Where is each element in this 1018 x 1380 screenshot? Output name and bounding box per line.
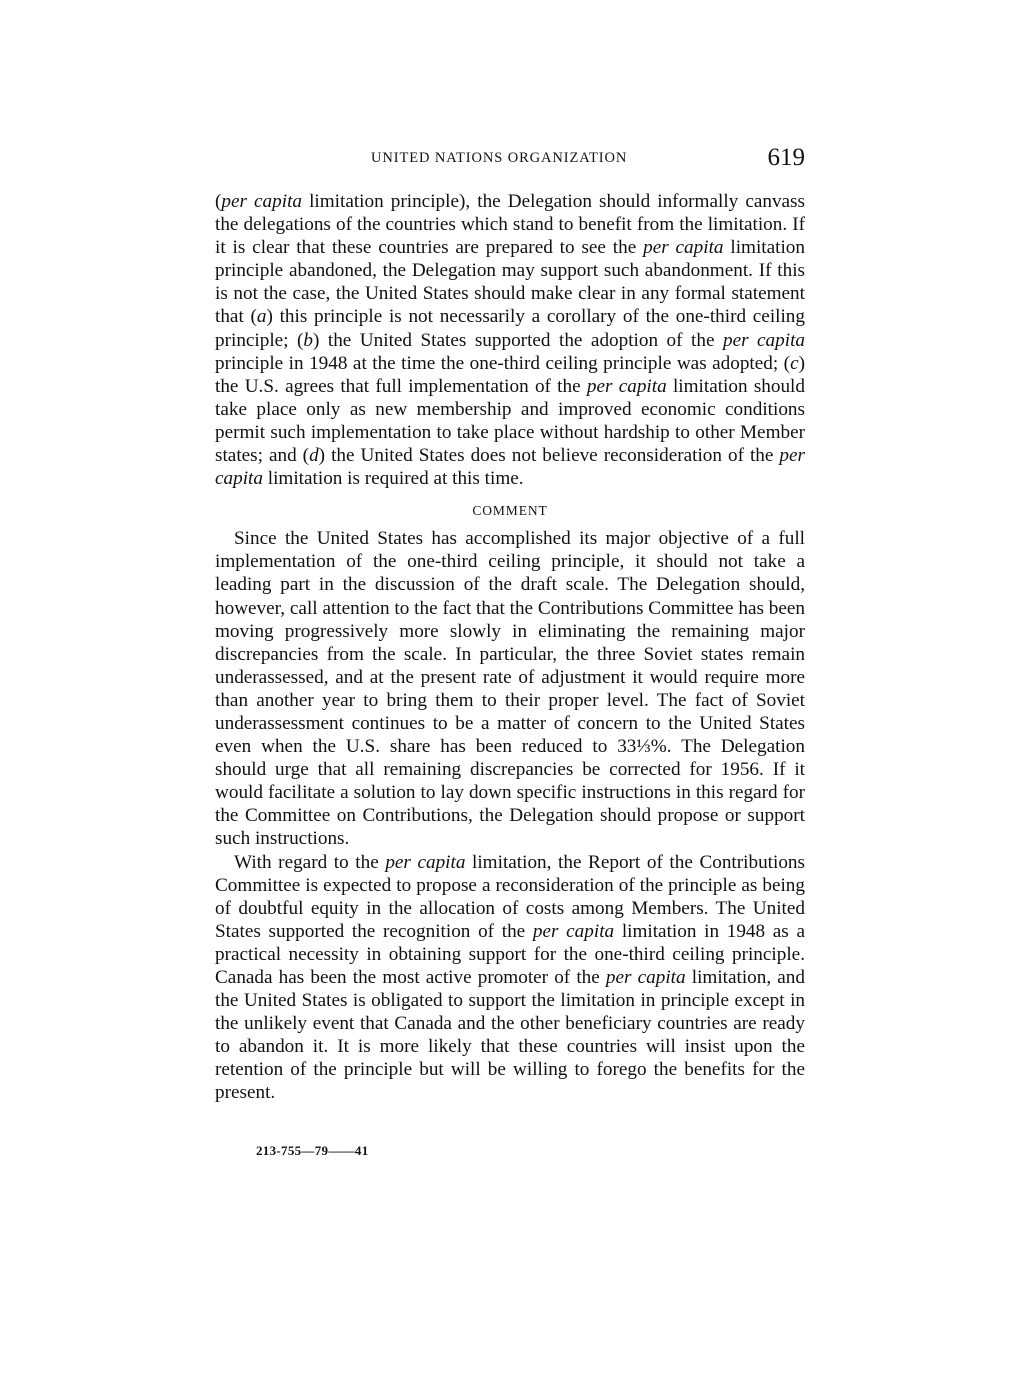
running-head: UNITED NATIONS ORGANIZATION [371, 150, 628, 166]
italic-text-run: per capita [605, 967, 686, 988]
italic-text-run: per capita [532, 920, 615, 942]
paragraph-comment-per-capita [215, 851, 805, 1105]
comment-heading: COMMENT [472, 503, 548, 519]
text-run: ( [215, 191, 222, 212]
text-run: limitation principle), the Delegation should informally canvass the delegations of the countries which stand to benefit from the limitation. If it is clear that these countries are prepared to see the [215, 191, 805, 259]
italic-text-run: d [309, 445, 319, 467]
italic-text-run: per capita [722, 329, 805, 351]
text-run: ) the U.S. agrees that full implementation of the [215, 352, 805, 397]
text-run: principle in 1948 at the time the one-third ceiling principle was adopted; ( [215, 352, 791, 374]
print-code: 213-755—79——41 [256, 1142, 369, 1158]
text-run: ) this principle is not necessarily a corollary of the one-third ceiling principle; ( [215, 306, 805, 351]
page-number: 619 [767, 144, 805, 171]
text-run: limitation principle abandoned, the Delegation may support such abandonment. If this is not the case, the United States should make clear in any formal statement that ( [215, 237, 805, 328]
text-run: limitation, and the United States is obligated to support the limitation in principle except in the unlikely event that Canada and the other beneficiary countries are ready to abandon it. It is more likely that these countries will insist upon the retention of the principle but will be willing to forego the benefits for the present. [215, 967, 805, 1104]
text-run: limitation, the Report of the Contributions Committee is expected to propose a reconsideration of the principle as being of doubtful equity in the allocation of costs among Members. The United States supported the recognition of the [215, 851, 805, 942]
text-run: limitation should take place only as new membership and improved economic conditions permit such implementation to take place without hardship to other Member states; and ( [215, 375, 805, 467]
text-run: limitation is required at this time. [262, 468, 524, 490]
italic-text-run: per capita [385, 851, 466, 873]
page-header [215, 144, 805, 184]
italic-text-run: c [790, 352, 799, 374]
italic-text-run: per capita [215, 445, 805, 490]
paragraph-per-capita-instructions [215, 190, 805, 490]
text-run: Since the United States has accomplished its major objective of a full implementation of the one-third ceiling principle, it should not take a leading part in the discussion of the draft scale. The Delegation should, however, call attention to the fact that the Contributions Committee has been moving progressively more slowly in eliminating the remaining major discrepancies from the scale. In particular, the three Soviet states remain underassessed, and at the present rate of adjustment it would require more than another year to bring them to their proper level. The fact of Soviet underassessment continues to be a matter of concern to the United States even when the U.S. share has been reduced to 33⅓%. The Delegation should urge that all remaining discrepancies be corrected for 1956. If it would facilitate a solution to lay down specific instructions in this regard for the Committee on Contributions, the Delegation should propose or support such instructions. [215, 528, 805, 850]
paragraph-comment-scale [215, 527, 805, 850]
text-run: ) the United States supported the adoption of the [313, 329, 723, 351]
text-run: ) the United States does not believe reconsideration of the [318, 445, 780, 467]
italic-text-run: per capita [643, 237, 724, 259]
italic-text-run: per capita [221, 191, 303, 212]
text-run: With regard to the [234, 851, 386, 873]
text-run: limitation in 1948 as a practical necessity in obtaining support for the one-third ceiling principle. Canada has been the most active promoter of the [215, 920, 805, 988]
italic-text-run: a [256, 306, 267, 328]
document-page [215, 144, 805, 1159]
italic-text-run: b [303, 329, 313, 351]
italic-text-run: per capita [586, 375, 667, 397]
